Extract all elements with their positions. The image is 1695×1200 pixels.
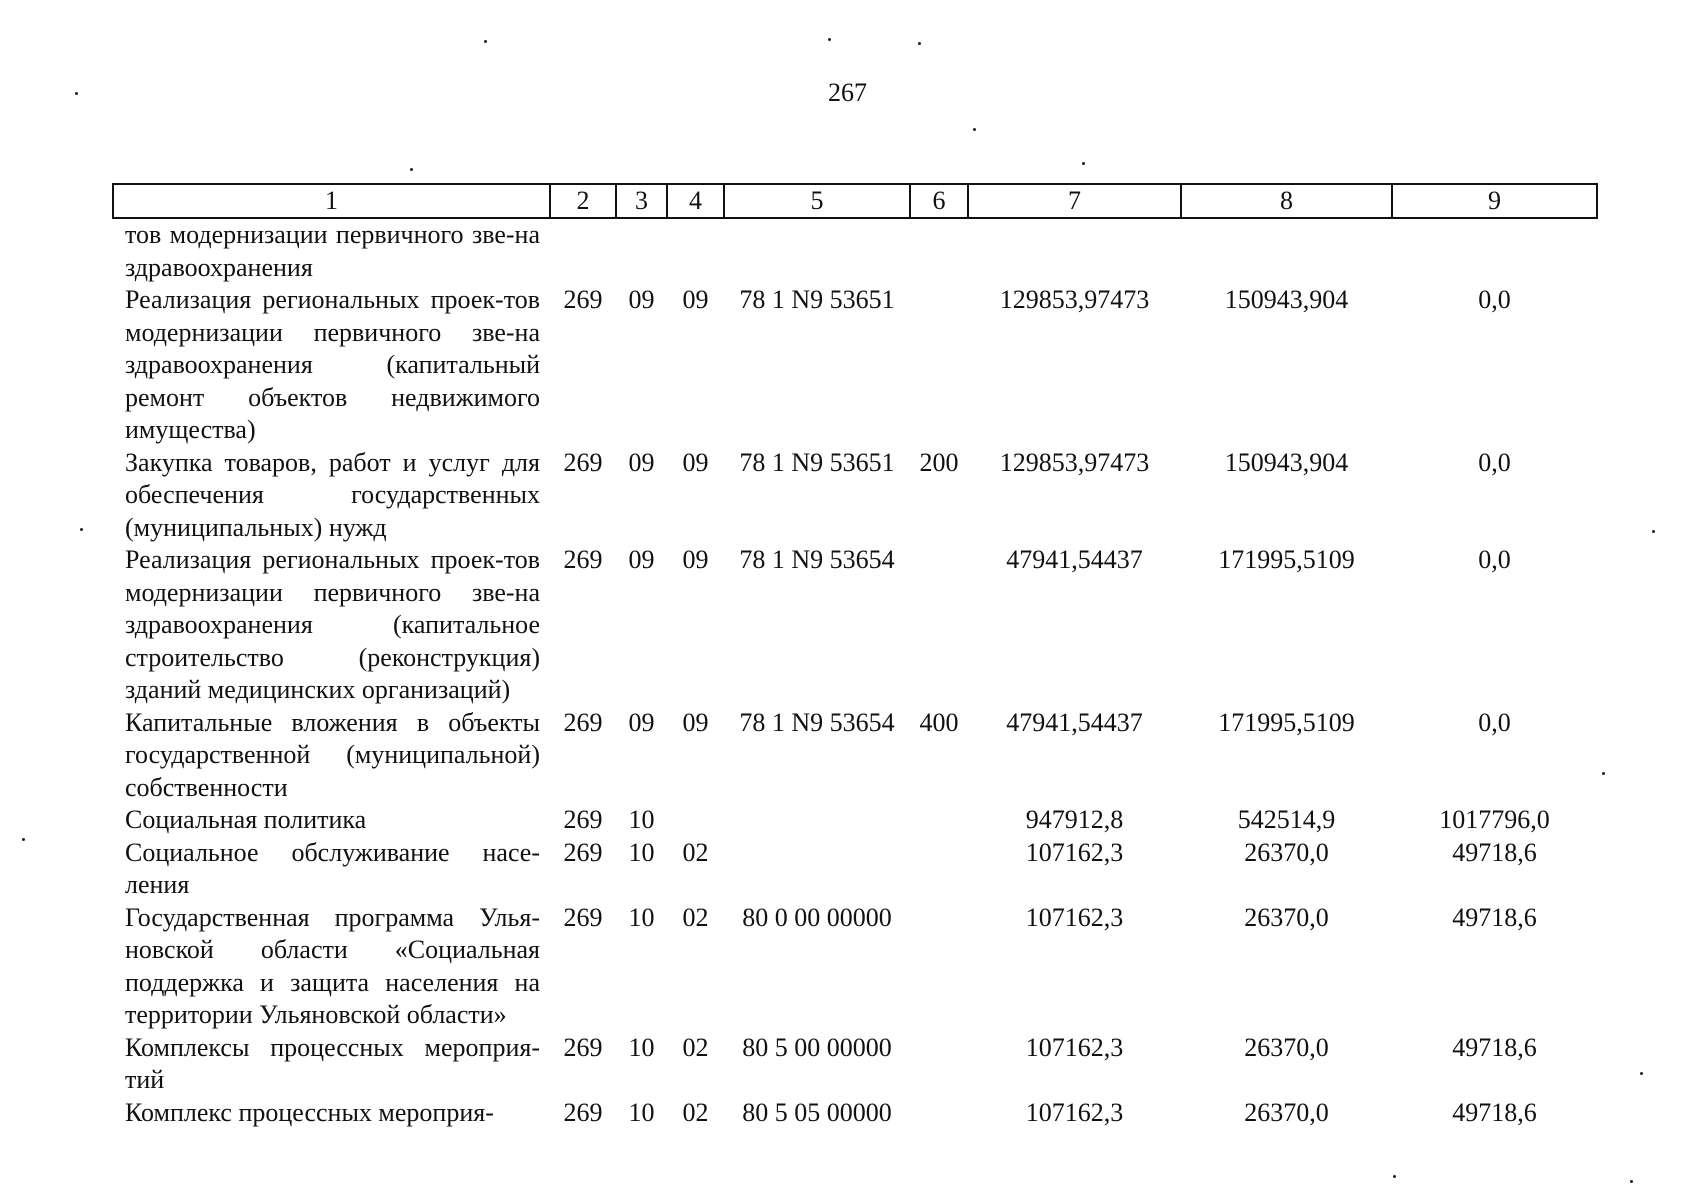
cell-col-3: 10 — [628, 1097, 655, 1127]
cell-col-7: 129853,97473 — [999, 447, 1150, 477]
cell-col-2: 269 — [563, 837, 603, 867]
column-header: 2 — [550, 184, 616, 218]
cell-col-8: 171995,5109 — [1218, 545, 1355, 574]
cell-col-4: 09 — [682, 285, 709, 314]
budget-table — [112, 183, 1598, 1129]
column-header: 6 — [910, 184, 968, 218]
cell-col-7: 129853,97473 — [999, 285, 1150, 314]
cell-col-2: 269 — [563, 1032, 603, 1062]
cell-col-4 — [667, 804, 724, 837]
cell-col-5: 80 5 05 00000 — [742, 1097, 892, 1127]
cell-col-2: 269 — [563, 285, 603, 314]
cell-col-3: 09 — [628, 285, 655, 314]
cell-col-3: 10 — [628, 805, 655, 834]
cell-col-2: 269 — [563, 707, 603, 737]
cell-col-8: 150943,904 — [1224, 447, 1349, 477]
cell-col-4: 02 — [682, 1097, 709, 1127]
cell-col-7: 947912,8 — [1025, 805, 1124, 834]
row-label: Комплекс процессных мероприя- — [125, 1097, 494, 1127]
cell-col-5: 78 1 N9 53654 — [739, 545, 895, 574]
cell-col-8: 26370,0 — [1244, 1032, 1329, 1062]
row-label: Закупка товаров, работ и услуг для обеспечения государственных (муниципальных) нужд — [125, 447, 540, 542]
cell-col-9: 0,0 — [1478, 545, 1511, 574]
cell-col-8: 26370,0 — [1244, 1097, 1329, 1127]
column-header: 7 — [968, 184, 1181, 218]
page-number: 267 — [828, 78, 867, 107]
cell-col-6 — [910, 284, 968, 447]
cell-col-4: 09 — [682, 707, 709, 737]
row-label: Социальное обслуживание насе-ления — [125, 837, 540, 899]
cell-col-4: 09 — [682, 545, 709, 574]
row-label: Реализация региональных проек-тов модернизации первичного зве-на здравоохранения (капитальный ремонт объектов недвижимого имущества) — [125, 285, 540, 444]
cell-col-3 — [616, 218, 667, 284]
cell-col-9: 49718,6 — [1452, 837, 1537, 867]
cell-col-6 — [910, 1097, 968, 1130]
cell-col-4: 09 — [682, 447, 709, 477]
row-label: Государственная программа Улья-новской области «Социальная поддержка и защита населения на территории Ульяновской области» — [125, 902, 540, 1029]
cell-col-8: 171995,5109 — [1218, 707, 1355, 737]
cell-col-6 — [910, 837, 968, 902]
column-header: 8 — [1181, 184, 1392, 218]
cell-col-6 — [910, 544, 968, 707]
cell-col-3: 09 — [628, 545, 655, 574]
cell-col-3: 09 — [628, 707, 655, 737]
cell-col-9: 0,0 — [1478, 707, 1511, 737]
cell-col-9: 0,0 — [1478, 447, 1511, 477]
cell-col-6: 400 — [919, 707, 959, 737]
table-row — [113, 284, 1597, 447]
table-row — [113, 218, 1597, 284]
cell-col-5: 78 1 N9 53651 — [739, 447, 895, 477]
row-label: Социальная политика — [125, 805, 367, 834]
row-label: Реализация региональных проек-тов модернизации первичного зве-на здравоохранения (капитальное строительство (реконструкция) зданий медицинских организаций) — [125, 545, 540, 704]
cell-col-4: 02 — [682, 837, 709, 867]
cell-col-9 — [1392, 218, 1597, 284]
cell-col-9: 1017796,0 — [1439, 805, 1550, 834]
table-row — [113, 1032, 1597, 1097]
cell-col-7: 107162,3 — [1025, 1097, 1124, 1127]
cell-col-9: 49718,6 — [1452, 902, 1537, 932]
cell-col-7: 107162,3 — [1025, 902, 1124, 932]
row-label: тов модернизации первичного зве-на здравоохранения — [125, 220, 540, 282]
cell-col-5: 78 1 N9 53651 — [739, 285, 895, 314]
cell-col-2: 269 — [563, 902, 603, 932]
cell-col-7: 107162,3 — [1025, 1032, 1124, 1062]
cell-col-5 — [724, 218, 910, 284]
cell-col-8 — [1181, 218, 1392, 284]
column-header: 3 — [616, 184, 667, 218]
cell-col-6 — [910, 218, 968, 284]
cell-col-4 — [667, 218, 724, 284]
table-row — [113, 707, 1597, 805]
cell-col-7: 107162,3 — [1025, 837, 1124, 867]
column-header: 1 — [113, 184, 550, 218]
cell-col-2: 269 — [563, 545, 603, 574]
column-number-row — [113, 184, 1597, 218]
cell-col-2 — [550, 218, 616, 284]
table-row — [113, 447, 1597, 545]
cell-col-5: 80 0 00 00000 — [742, 902, 892, 932]
cell-col-6 — [910, 902, 968, 1032]
cell-col-5: 78 1 N9 53654 — [739, 707, 895, 737]
cell-col-6 — [910, 804, 968, 837]
cell-col-8: 26370,0 — [1244, 902, 1329, 932]
table-row — [113, 902, 1597, 1032]
cell-col-2: 269 — [563, 447, 603, 477]
table-row — [113, 544, 1597, 707]
cell-col-9: 49718,6 — [1452, 1032, 1537, 1062]
cell-col-7: 47941,54437 — [1006, 707, 1143, 737]
cell-col-7 — [968, 218, 1181, 284]
cell-col-4: 02 — [682, 1032, 709, 1062]
column-header: 4 — [667, 184, 724, 218]
table-row — [113, 1097, 1597, 1130]
cell-col-7: 47941,54437 — [1006, 545, 1143, 574]
cell-col-8: 542514,9 — [1237, 805, 1336, 834]
cell-col-9: 0,0 — [1478, 285, 1511, 314]
column-header: 9 — [1392, 184, 1597, 218]
cell-col-9: 49718,6 — [1452, 1097, 1537, 1127]
cell-col-5 — [724, 837, 910, 902]
cell-col-8: 150943,904 — [1224, 285, 1349, 314]
cell-col-2: 269 — [563, 805, 603, 834]
cell-col-8: 26370,0 — [1244, 837, 1329, 867]
column-header: 5 — [724, 184, 910, 218]
cell-col-3: 10 — [628, 1032, 655, 1062]
cell-col-3: 10 — [628, 902, 655, 932]
row-label: Комплексы процессных мероприя-тий — [125, 1032, 540, 1094]
cell-col-3: 10 — [628, 837, 655, 867]
table-row — [113, 837, 1597, 902]
row-label: Капитальные вложения в объекты государственной (муниципальной) собственности — [125, 707, 540, 802]
cell-col-4: 02 — [682, 902, 709, 932]
cell-col-6: 200 — [919, 447, 959, 477]
cell-col-2: 269 — [563, 1097, 603, 1127]
cell-col-6 — [910, 1032, 968, 1097]
cell-col-3: 09 — [628, 447, 655, 477]
cell-col-5 — [724, 804, 910, 837]
table-row — [113, 804, 1597, 837]
cell-col-5: 80 5 00 00000 — [742, 1032, 892, 1062]
